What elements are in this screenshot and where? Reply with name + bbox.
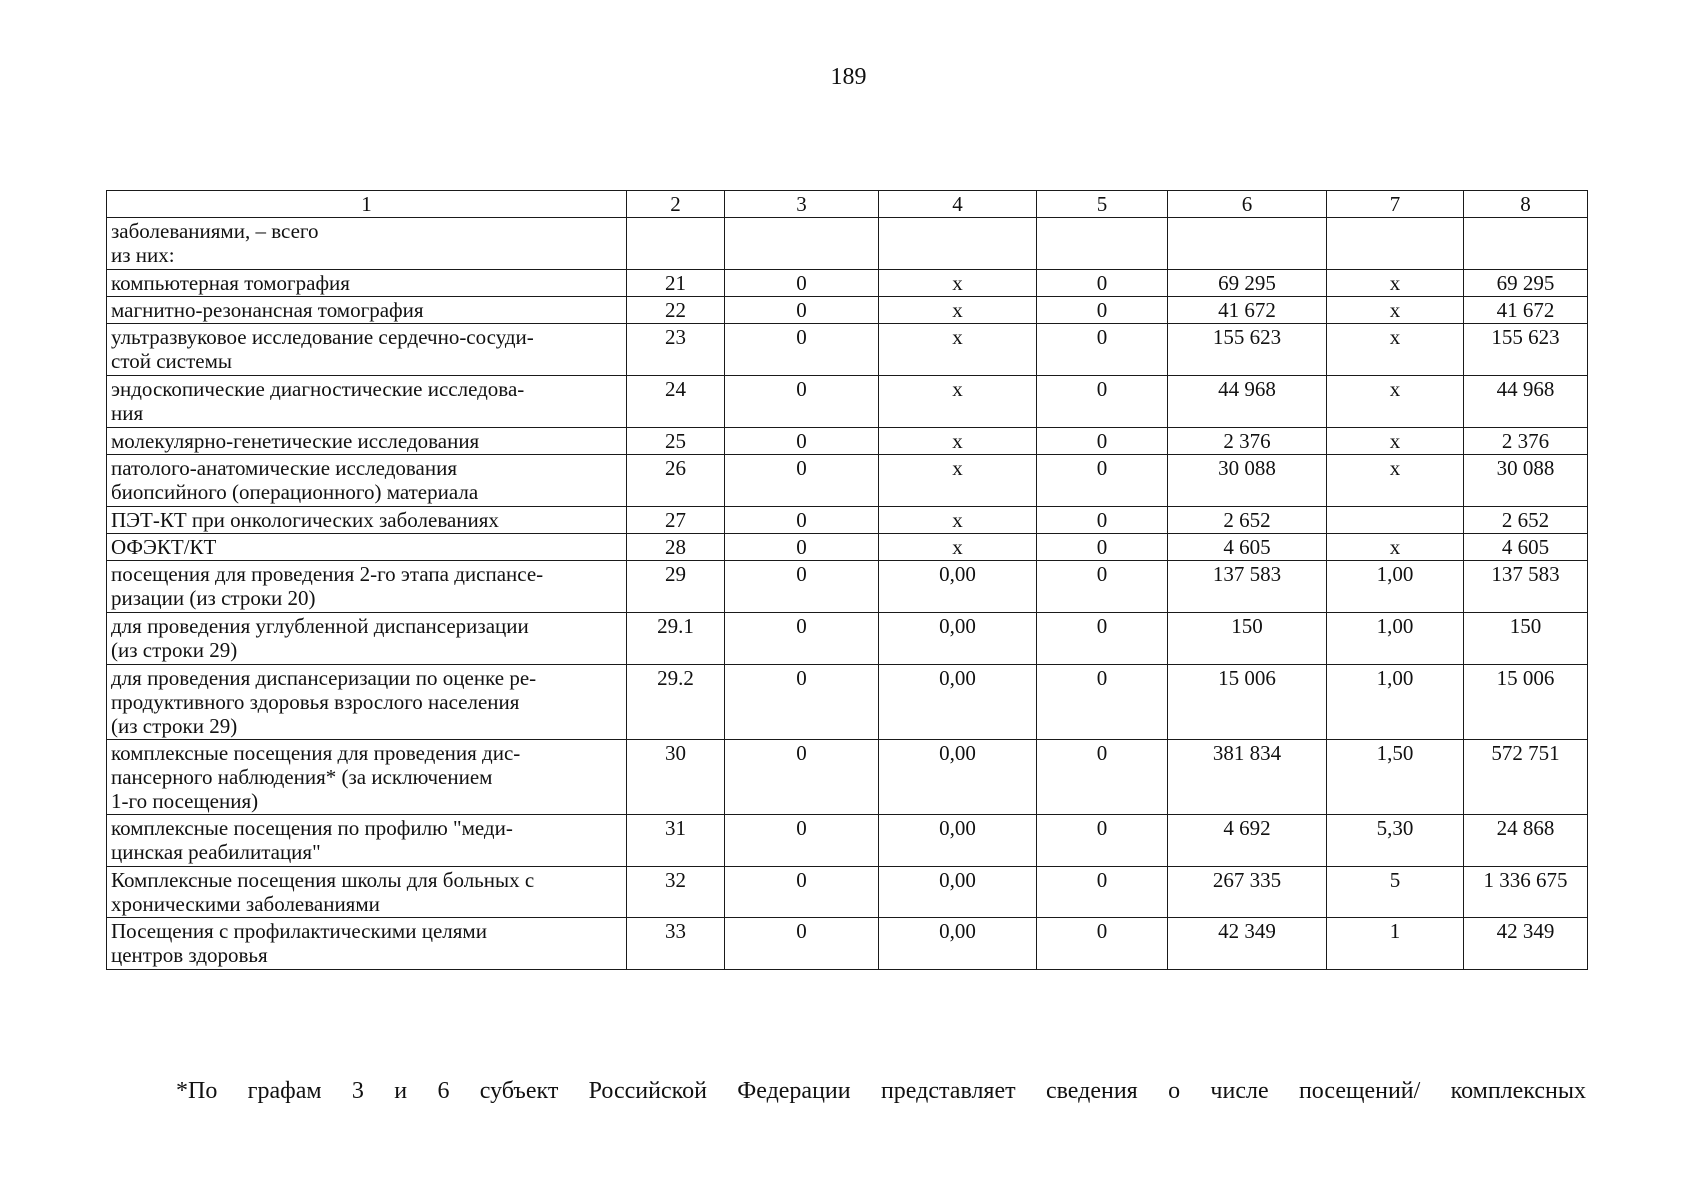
table-row [107,534,1588,561]
table-cell: х [879,455,1037,507]
table-cell: 32 [627,867,725,918]
column-header: 8 [1464,191,1588,218]
table-cell: х [1327,455,1464,507]
table-cell: 44 968 [1464,376,1588,428]
table-row [107,324,1588,376]
table-cell: х [1327,324,1464,376]
table-cell: 0 [725,297,879,324]
table-cell: 267 335 [1168,867,1327,918]
table-cell: 381 834 [1168,740,1327,815]
row-label-cell: эндоскопические диагностические исследова- ния [107,376,627,428]
table-cell: 33 [627,918,725,970]
table-cell: 5 [1327,867,1464,918]
table-cell: 0 [1037,270,1168,297]
table-cell: 0 [725,867,879,918]
column-header: 4 [879,191,1037,218]
table-cell: 0,00 [879,815,1037,867]
table-row [107,218,1588,270]
table-cell: 0 [1037,376,1168,428]
table-cell [627,218,725,270]
table-cell: 0 [725,665,879,740]
table-cell: 150 [1464,613,1588,665]
row-label-cell: молекулярно-генетические исследования [107,428,627,455]
table-cell: 4 605 [1168,534,1327,561]
table-cell: 0 [725,376,879,428]
table-cell: х [1327,376,1464,428]
table-cell: х [879,428,1037,455]
table-cell: 41 672 [1464,297,1588,324]
table-cell: 1,50 [1327,740,1464,815]
table-cell: 5,30 [1327,815,1464,867]
table-cell: 0 [1037,534,1168,561]
table-cell: 42 349 [1464,918,1588,970]
table-cell: 0 [725,534,879,561]
column-header: 5 [1037,191,1168,218]
table-row [107,613,1588,665]
table-cell: 24 868 [1464,815,1588,867]
table-cell: 0 [725,918,879,970]
table-cell [1464,218,1588,270]
table-row [107,815,1588,867]
table-row [107,665,1588,740]
table-cell: 69 295 [1464,270,1588,297]
column-header: 1 [107,191,627,218]
footnote: *По графам 3 и 6 субъект Российской Федерации представляет сведения о числе посещений/ комплексных [176,1078,1586,1104]
table-row [107,455,1588,507]
table-cell: 0 [1037,867,1168,918]
table-cell: 42 349 [1168,918,1327,970]
table-cell: 155 623 [1168,324,1327,376]
table-row [107,561,1588,613]
table-cell: 15 006 [1168,665,1327,740]
table-cell: 21 [627,270,725,297]
table-cell: 0 [1037,507,1168,534]
table-cell: 30 088 [1168,455,1327,507]
table-cell: 0 [1037,455,1168,507]
row-label-cell: патолого-анатомические исследования биопсийного (операционного) материала [107,455,627,507]
table-cell: 0 [1037,665,1168,740]
table-cell [879,218,1037,270]
table-cell: 0,00 [879,561,1037,613]
table-cell: 0 [1037,428,1168,455]
table-cell: 27 [627,507,725,534]
table-cell: 0 [1037,324,1168,376]
table-cell: 0 [1037,740,1168,815]
table-cell: 4 605 [1464,534,1588,561]
table-row [107,297,1588,324]
table-cell: 0,00 [879,867,1037,918]
table-header-row [107,191,1588,218]
table-cell: 0 [725,740,879,815]
row-label-cell: заболеваниями, – всего из них: [107,218,627,270]
table-cell: 0 [725,270,879,297]
table-cell: 2 652 [1464,507,1588,534]
row-label-cell: ОФЭКТ/КТ [107,534,627,561]
row-label-cell: ультразвуковое исследование сердечно-сосуди- стой системы [107,324,627,376]
table-row [107,270,1588,297]
table-cell: х [879,507,1037,534]
table-cell: 30 088 [1464,455,1588,507]
table-cell: 44 968 [1168,376,1327,428]
table-cell: х [879,270,1037,297]
table-cell: 155 623 [1464,324,1588,376]
column-header: 3 [725,191,879,218]
column-header: 7 [1327,191,1464,218]
table-cell: 0 [1037,918,1168,970]
table-row [107,740,1588,815]
row-label-cell: Посещения с профилактическими целями центров здоровья [107,918,627,970]
table-cell: 22 [627,297,725,324]
table-cell: 24 [627,376,725,428]
table-cell: х [1327,270,1464,297]
table-cell: 26 [627,455,725,507]
row-label-cell: ПЭТ-КТ при онкологических заболеваниях [107,507,627,534]
table-cell: 23 [627,324,725,376]
row-label-cell: для проведения углубленной диспансеризации (из строки 29) [107,613,627,665]
table-cell [1168,218,1327,270]
table-cell: 0 [1037,297,1168,324]
table-cell: х [879,534,1037,561]
table-row [107,867,1588,918]
table-cell: 69 295 [1168,270,1327,297]
table-cell: 572 751 [1464,740,1588,815]
row-label-cell: комплексные посещения для проведения дис- пансерного наблюдения* (за исключением 1-го посещения) [107,740,627,815]
table-cell: 150 [1168,613,1327,665]
table-cell: х [1327,534,1464,561]
table-cell: 28 [627,534,725,561]
table-cell: 0 [725,613,879,665]
table-cell: 0 [725,815,879,867]
table-cell: 0 [725,455,879,507]
table-cell: 29 [627,561,725,613]
table-cell: 0 [725,428,879,455]
table-cell: 137 583 [1464,561,1588,613]
table-cell: 2 376 [1168,428,1327,455]
table-cell: 29.2 [627,665,725,740]
table-cell: 0,00 [879,918,1037,970]
table-cell: 137 583 [1168,561,1327,613]
table-cell: х [879,376,1037,428]
table-cell: 25 [627,428,725,455]
table-cell: х [879,297,1037,324]
table-cell: 0 [1037,815,1168,867]
row-label-cell: посещения для проведения 2-го этапа диспансе- ризации (из строки 20) [107,561,627,613]
table-cell [1037,218,1168,270]
row-label-cell: для проведения диспансеризации по оценке ре- продуктивного здоровья взрослого населения (из строки 29) [107,665,627,740]
table-cell: х [1327,297,1464,324]
table-cell: 1,00 [1327,665,1464,740]
table-cell: 30 [627,740,725,815]
table-cell: х [1327,428,1464,455]
data-table [106,190,1588,970]
table-row [107,918,1588,970]
column-header: 2 [627,191,725,218]
table-cell [1327,507,1464,534]
table-cell: 0,00 [879,740,1037,815]
table-cell: 1,00 [1327,613,1464,665]
table-cell [725,218,879,270]
table-cell: 0,00 [879,665,1037,740]
table-row [107,507,1588,534]
table-cell [1327,218,1464,270]
table-cell: 0 [725,324,879,376]
table-cell: 2 652 [1168,507,1327,534]
table-cell: 0 [1037,613,1168,665]
table-cell: х [879,324,1037,376]
row-label-cell: Комплексные посещения школы для больных с хроническими заболеваниями [107,867,627,918]
column-header: 6 [1168,191,1327,218]
table-cell: 1 336 675 [1464,867,1588,918]
table-cell: 2 376 [1464,428,1588,455]
table-cell: 0 [725,561,879,613]
row-label-cell: комплексные посещения по профилю "меди- цинская реабилитация" [107,815,627,867]
table-cell: 15 006 [1464,665,1588,740]
row-label-cell: компьютерная томография [107,270,627,297]
row-label-cell: магнитно-резонансная томография [107,297,627,324]
table-row [107,428,1588,455]
table-cell: 1,00 [1327,561,1464,613]
table-cell: 0 [1037,561,1168,613]
table-row [107,376,1588,428]
table-body [107,218,1588,970]
table-cell: 41 672 [1168,297,1327,324]
table-cell: 29.1 [627,613,725,665]
table-cell: 31 [627,815,725,867]
page-number: 189 [830,64,867,90]
table-cell: 4 692 [1168,815,1327,867]
table-cell: 0,00 [879,613,1037,665]
table-cell: 0 [725,507,879,534]
table-cell: 1 [1327,918,1464,970]
